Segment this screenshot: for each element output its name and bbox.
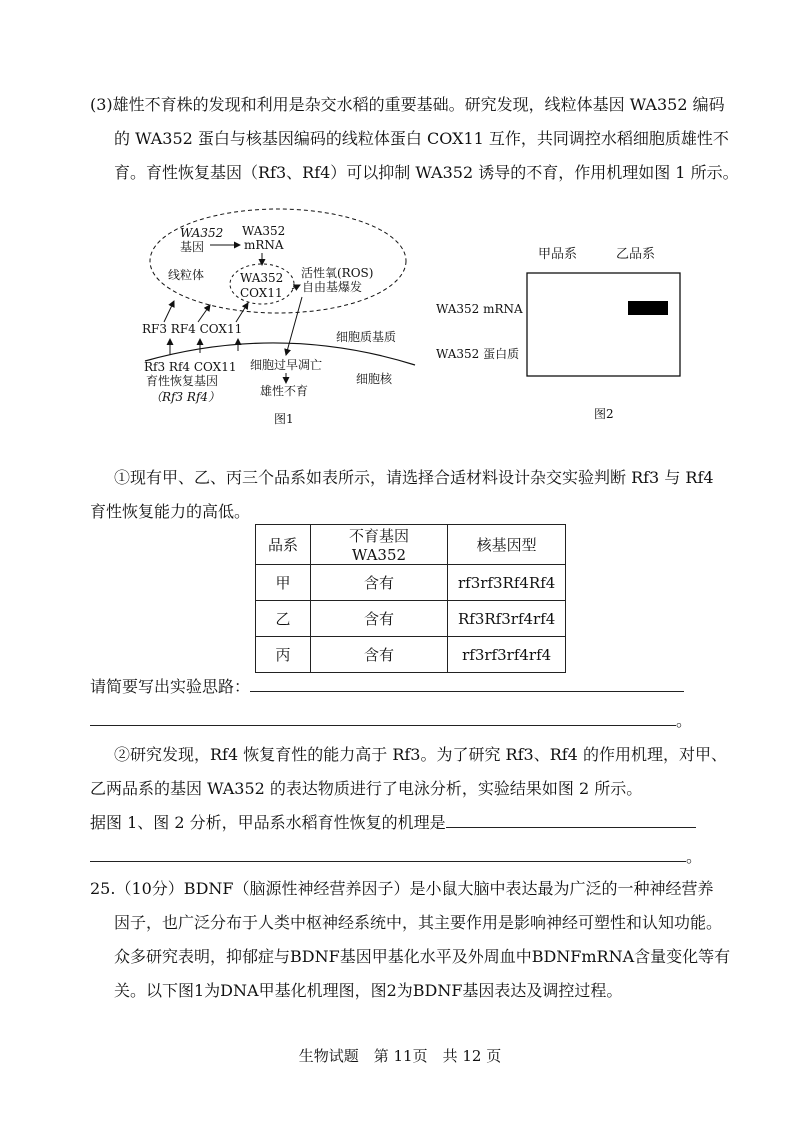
- column-jia-label: 甲品系: [538, 247, 578, 262]
- matrix-label: 细胞质基质: [336, 330, 397, 344]
- gene-label-jiyin: 基因: [180, 240, 205, 254]
- ros-label: 活性氧(ROS): [301, 266, 374, 280]
- table-cell: 含有: [311, 637, 448, 673]
- q1-line-2: 育性恢复能力的高低。: [90, 502, 251, 521]
- death-label: 细胞过早凋亡: [250, 358, 323, 372]
- arrow-rf4-to-mito: [198, 305, 210, 322]
- intro-line-3: 育。育性恢复基因（Rf3、Rf4）可以抑制 WA352 诱导的不育，作用机理如图 1 所示。: [114, 163, 739, 182]
- genotype-table: [255, 524, 566, 673]
- answer-2-blank[interactable]: [446, 809, 696, 828]
- mrna-label-mrna: mRNA: [244, 238, 284, 252]
- free-radical-label: 自由基爆发: [302, 280, 363, 294]
- q25-line-1: 25.（10分）BDNF（脑源性神经营养因子）是小鼠大脑中表达最为广泛的一种神经营养: [90, 879, 714, 898]
- period: 。: [686, 847, 703, 866]
- table-cell: 甲: [256, 565, 311, 601]
- restorer-genes-label: （Rf3 Rf4）: [150, 390, 221, 404]
- period: 。: [676, 711, 693, 730]
- proteins-label: RF3 RF4 COX11: [142, 322, 243, 336]
- table-cell: rf3rf3rf4rf4: [448, 637, 566, 673]
- row-mrna-label: WA352 mRNA: [436, 302, 523, 316]
- mitochondria-label: 线粒体: [168, 268, 205, 282]
- gel-box: [527, 273, 680, 376]
- arrow-complex-to-ros: [292, 285, 300, 289]
- q2-line-1: ②研究发现，Rf4 恢复育性的能力高于 Rf3。为了研究 Rf3、Rf4 的作用机理，对甲、: [114, 745, 727, 764]
- q2-line-2: 乙两品系的基因 WA352 的表达物质进行了电泳分析，实验结果如图 2 所示。: [90, 779, 643, 798]
- mrna-label-wa352: WA352: [242, 224, 286, 238]
- question-2: [90, 738, 730, 874]
- gene-label-wa352: WA352: [180, 226, 224, 240]
- complex-label-cox11: COX11: [240, 286, 283, 300]
- table-cell: Rf3Rf3rf4rf4: [448, 601, 566, 637]
- answer-1-block: [90, 670, 730, 738]
- question-1: [90, 461, 730, 529]
- table-cell: 乙: [256, 601, 311, 637]
- q1-line-1: ①现有甲、乙、丙三个品系如表所示，请选择合适材料设计杂交实验判断 Rf3 与 Rf4: [114, 468, 714, 487]
- figure-1-mechanism-diagram: [140, 205, 425, 430]
- table-row: [256, 637, 566, 673]
- table-header-row: [256, 525, 566, 565]
- arrow-ros-to-death: [286, 297, 302, 355]
- intro-paragraph: [90, 88, 739, 190]
- table-cell: rf3rf3Rf4Rf4: [448, 565, 566, 601]
- table-header: 品系: [256, 525, 311, 565]
- restorer-label: 育性恢复基因: [146, 374, 219, 388]
- intro-line-2: 的 WA352 蛋白与核基因编码的线粒体蛋白 COX11 互作，共同调控水稻细胞质雄性不: [114, 129, 729, 148]
- table-row: [256, 565, 566, 601]
- answer-1-blank-2[interactable]: [90, 707, 676, 726]
- answer-2-blank-2[interactable]: [90, 843, 686, 862]
- table-row: [256, 601, 566, 637]
- table-header: 核基因型: [448, 525, 566, 565]
- page-footer: 生物试题 第 11页 共 12 页: [298, 1047, 502, 1065]
- intro-line-1: (3)雄性不育株的发现和利用是杂交水稻的重要基础。研究发现，线粒体基因 WA352 编码: [90, 95, 725, 114]
- table-header: 不育基因 WA352: [311, 525, 448, 565]
- table-cell: 丙: [256, 637, 311, 673]
- q25-line-4: 关。以下图1为DNA甲基化机理图，图2为BDNF基因表达及调控过程。: [114, 981, 623, 1000]
- answer-1-blank[interactable]: [250, 673, 684, 692]
- figure-2-caption: 图2: [594, 407, 614, 421]
- q2-line-3: 据图 1、图 2 分析，甲品系水稻育性恢复的机理是: [90, 813, 446, 832]
- column-yi-label: 乙品系: [616, 247, 656, 262]
- q25-line-2: 因子，也广泛分布于人类中枢神经系统中，其主要作用是影响神经可塑性和认知功能。: [114, 913, 723, 932]
- complex-label-wa352: WA352: [240, 271, 284, 285]
- figure-1-caption: 图1: [274, 412, 294, 426]
- answer-1-prompt: 请简要写出实验思路：: [90, 677, 251, 696]
- band-yi-mrna: [628, 301, 668, 315]
- sterile-label: 雄性不育: [260, 384, 309, 398]
- figure-2-electrophoresis: [430, 240, 700, 430]
- row-protein-label: WA352 蛋白质: [436, 347, 520, 361]
- question-25: [90, 872, 730, 1008]
- table-cell: 含有: [311, 565, 448, 601]
- genes-label: Rf3 Rf4 COX11: [144, 360, 237, 374]
- table-cell: 含有: [311, 601, 448, 637]
- nucleus-label: 细胞核: [356, 372, 393, 386]
- arrow-cox11-to-complex: [236, 303, 248, 322]
- q25-line-3: 众多研究表明，抑郁症与BDNF基因甲基化水平及外周血中BDNFmRNA含量变化等有: [114, 947, 731, 966]
- arrow-rf3-to-mito: [164, 301, 174, 322]
